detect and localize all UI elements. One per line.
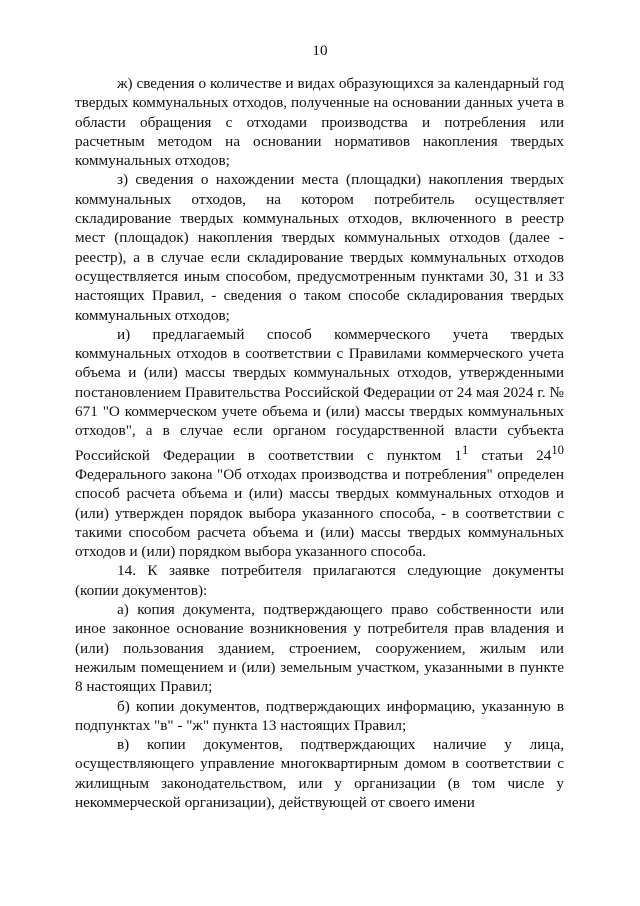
paragraph-v: в) копии документов, подтверждающих наличие у лица, осуществляющего управление многоквартирным домом в соответствии с жилищным законодательством, или у организации (в том числе у некоммерческой организации), действующей от своего имени [75, 736, 564, 812]
superscript-1: 1 [461, 442, 469, 457]
paragraph-i-part1: и) предлагаемый способ коммерческого учета твердых коммунальных отходов в соответствии с Правилами коммерческого учета объема и (или) массы твердых коммунальных отходов, утвержденными постановлением Правительства Российской Федерации от 24 мая 2024 г. № 671 "О коммерческом учете объема и (или) массы твердых коммунальных отходов", а в случае если органом государственной власти субъекта Российской Федерации в соответствии с пунктом 1 [75, 325, 564, 464]
paragraph-i-part2: статьи 24 [468, 446, 552, 464]
paragraph-b: б) копии документов, подтверждающих информацию, указанную в подпунктах "в" - "ж" пункта 13 настоящих Правил; [75, 697, 564, 734]
paragraph-i [75, 325, 564, 562]
paragraph-z: з) сведения о нахождении места (площадки) накопления твердых коммунальных отходов, на котором потребитель осуществляет складирование твердых коммунальных отходов, включенного в реестр мест (площадок) накопления твердых коммунальных отходов (далее - реестр), а в случае если складирование твердых коммунальных отходов осуществляется иным способом, предусмотренным пунктами 30, 31 и 33 настоящих Правил, - сведения о таком способе складирования твердых коммунальных отходов; [75, 171, 564, 324]
paragraph-i-part3: Федерального закона "Об отходах производства и потребления" определен способ расчета объема и (или) массы твердых коммунальных отходов и (или) утвержден порядок выбора указанного способа, - в соответствии с такими способом расчета объема и (или) массы твердых коммунальных отходов и (или) порядком выбора указанного способа. [75, 466, 564, 561]
paragraph-a: а) копия документа, подтверждающего право собственности или иное законное основание возникновения у потребителя прав владения и (или) пользования зданием, строением, сооружением, жилым или нежилым помещением и (или) земельным участком, указанными в пункте 8 настоящих Правил; [75, 601, 564, 696]
paragraph-zh: ж) сведения о количестве и видах образующихся за календарный год твердых коммунальных отходов, полученные на основании данных учета в области обращения с отходами производства и потребления или расчетным методом на основании нормативов накопления твердых коммунальных отходов; [75, 75, 564, 170]
document-body [75, 74, 564, 812]
page-number: 10 [312, 42, 328, 59]
superscript-10: 10 [551, 442, 564, 457]
paragraph-14: 14. К заявке потребителя прилагаются следующие документы (копии документов): [75, 562, 564, 599]
